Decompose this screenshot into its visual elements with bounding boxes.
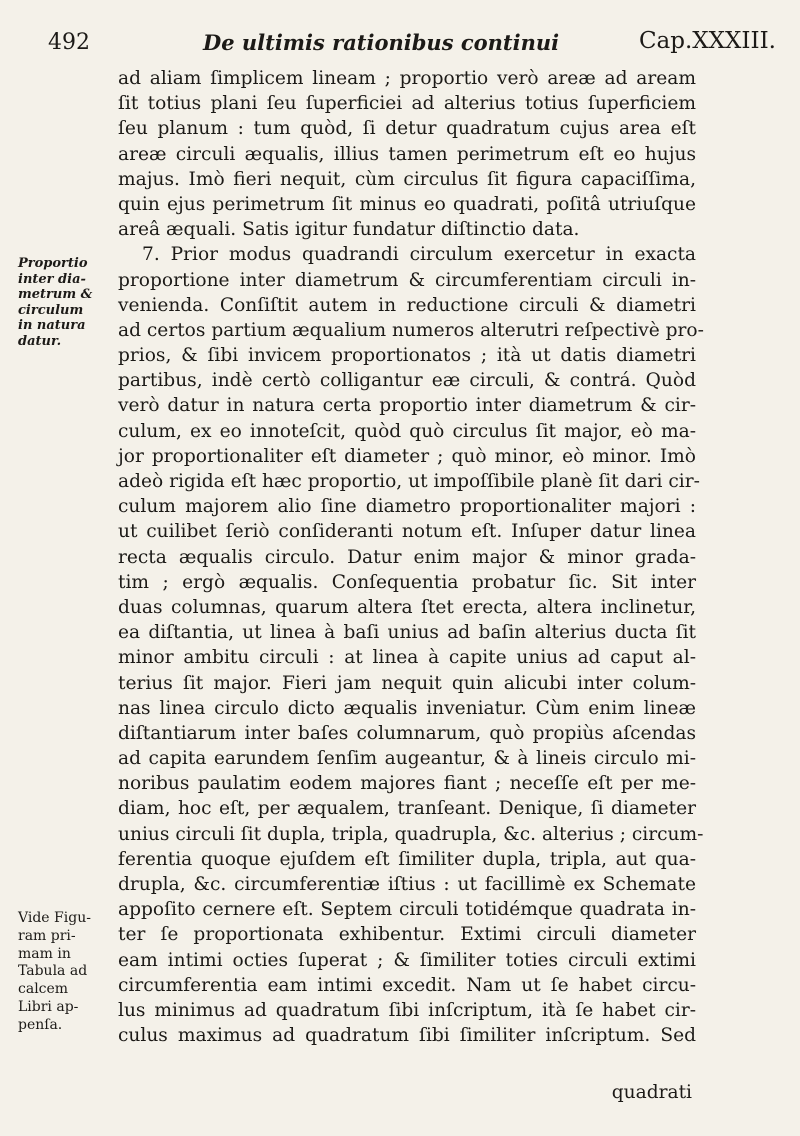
text-line: noribus paulatim eodem majores fiant ; neceſſe eſt per me- (118, 773, 696, 795)
text-line: circumferentia eam intimi excedit. Nam ut ſe habet circu- (118, 974, 696, 996)
text-line: areâ æquali. Satis igitur fundatur diſtinctio data. (118, 219, 580, 241)
text-line: diam, hoc eſt, per æqualem, tranſeant. Denique, ſi diameter (118, 798, 696, 820)
text-line: verò datur in natura certa proportio inter diametrum & cir- (118, 395, 696, 417)
text-line: ad certos partium æqualium numeros alterutri reſpectivè pro- (118, 319, 704, 341)
marginal-line: in natura (18, 318, 86, 333)
text-line: areæ circuli æqualis, illius tamen perimetrum eſt eo hujus (118, 143, 696, 165)
text-line: culum majorem alio ſine diametro proportionaliter majori : (118, 496, 696, 518)
text-line: tim ; ergò æqualis. Conſequentia probatur ſic. Sit inter (118, 571, 696, 593)
text-line: proportione inter diametrum & circumferentiam circuli in- (118, 269, 696, 291)
marginal-line: ram pri- (18, 927, 76, 944)
text-line: ter ſe proportionata exhibentur. Extimi circuli diameter (118, 924, 696, 946)
text-line: quin ejus perimetrum ſit minus eo quadrati, poſitâ utriuſque (118, 193, 696, 215)
marginal-line: inter dia- (18, 271, 86, 287)
marginal-line: Libri ap- (18, 998, 79, 1015)
text-line: majus. Imò fieri nequit, cùm circulus ſit figura capaciſſima, (118, 168, 696, 190)
marginal-line: circulum (18, 302, 84, 318)
text-line: ad capita earundem ſenſim augeantur, & à lineis circulo mi- (118, 748, 696, 770)
marginal-note-vide-figuram (18, 910, 91, 1035)
main-text (118, 66, 704, 1048)
marginal-line: Tabula ad (18, 963, 88, 980)
text-line: ea diſtantia, ut linea à baſi unius ad baſin alterius ducta ſit (118, 622, 696, 644)
text-line: terius ſit major. Fieri jam nequit quin alicubi inter colum- (118, 672, 696, 694)
running-title: De ultimis rationibus continui (203, 30, 560, 55)
marginal-line: metrum & (18, 287, 93, 302)
text-line: recta æqualis circulo. Datur enim major & minor grada- (118, 546, 696, 568)
text-line: adeò rigida eſt hæc proportio, ut impoſſibile planè ſit dari cir- (118, 471, 700, 492)
text-line: minor ambitu circuli : at linea à capite unius ad caput al- (118, 647, 696, 669)
chapter-heading: Cap.XXXIII. (638, 28, 776, 54)
marginal-line: Proportio (18, 256, 88, 271)
text-line: prios, & ſibi invicem proportionatos ; ità ut datis diametri (118, 345, 696, 367)
text-line: culus maximus ad quadratum ſibi ſimiliter inſcriptum. Sed (118, 1025, 696, 1047)
catchword: quadrati (611, 1082, 692, 1103)
text-line: venienda. Conſiſtit autem in reductione circuli & diametri (118, 294, 696, 316)
text-line: ſeu planum : tum quòd, ſi detur quadratum cujus area eſt (118, 118, 696, 140)
marginal-note-proportio (18, 256, 92, 349)
text-line: unius circuli ſit dupla, tripla, quadrupla, &c. alterius ; circum- (118, 823, 704, 845)
marginal-line: Vide Figu- (18, 910, 91, 926)
marginal-line: datur. (18, 333, 62, 349)
paragraph-start-line: 7. Prior modus quadrandi circulum exercetur in exacta (142, 244, 696, 266)
marginal-line: penſa. (18, 1016, 63, 1033)
text-line: drupla, &c. circumferentiæ iſtius : ut facillimè ex Schemate (118, 874, 696, 895)
page-number: 492 (48, 30, 90, 55)
text-line: nas linea circulo dicto æqualis inveniatur. Cùm enim lineæ (118, 697, 696, 719)
text-line: ſit totius plani ſeu ſuperficiei ad alterius totius ſuperficiem (118, 93, 696, 115)
marginal-line: calcem (18, 981, 69, 998)
text-line: ferentia quoque ejuſdem eſt ſimiliter dupla, tripla, aut qua- (118, 848, 696, 870)
text-line: lus minimus ad quadratum ſibi inſcriptum, ità ſe habet cir- (118, 999, 696, 1021)
text-line: partibus, indè certò colligantur eæ circuli, & contrá. Quòd (118, 370, 696, 392)
marginal-line: mam in (18, 945, 71, 962)
text-line: jor proportionaliter eſt diameter ; quò minor, eò minor. Imò (118, 445, 696, 467)
page-header (48, 26, 782, 62)
text-line: culum, ex eo innoteſcit, quòd quò circulus ſit major, eò ma- (118, 420, 696, 442)
text-line: eam intimi octies ſuperat ; & ſimiliter toties circuli extimi (118, 949, 696, 971)
text-line: appoſito cernere eſt. Septem circuli totidémque quadrata in- (118, 899, 696, 921)
text-line: ad aliam ſimplicem lineam ; proportio verò areæ ad aream (118, 68, 696, 89)
text-line: diſtantiarum inter baſes columnarum, quò propiùs aſcendas (118, 722, 696, 744)
text-line: ut cuilibet ſeriò conſideranti notum eſt. Inſuper datur linea (118, 521, 696, 543)
text-line: duas columnas, quarum altera ſtet erecta, altera inclinetur, (118, 596, 696, 618)
